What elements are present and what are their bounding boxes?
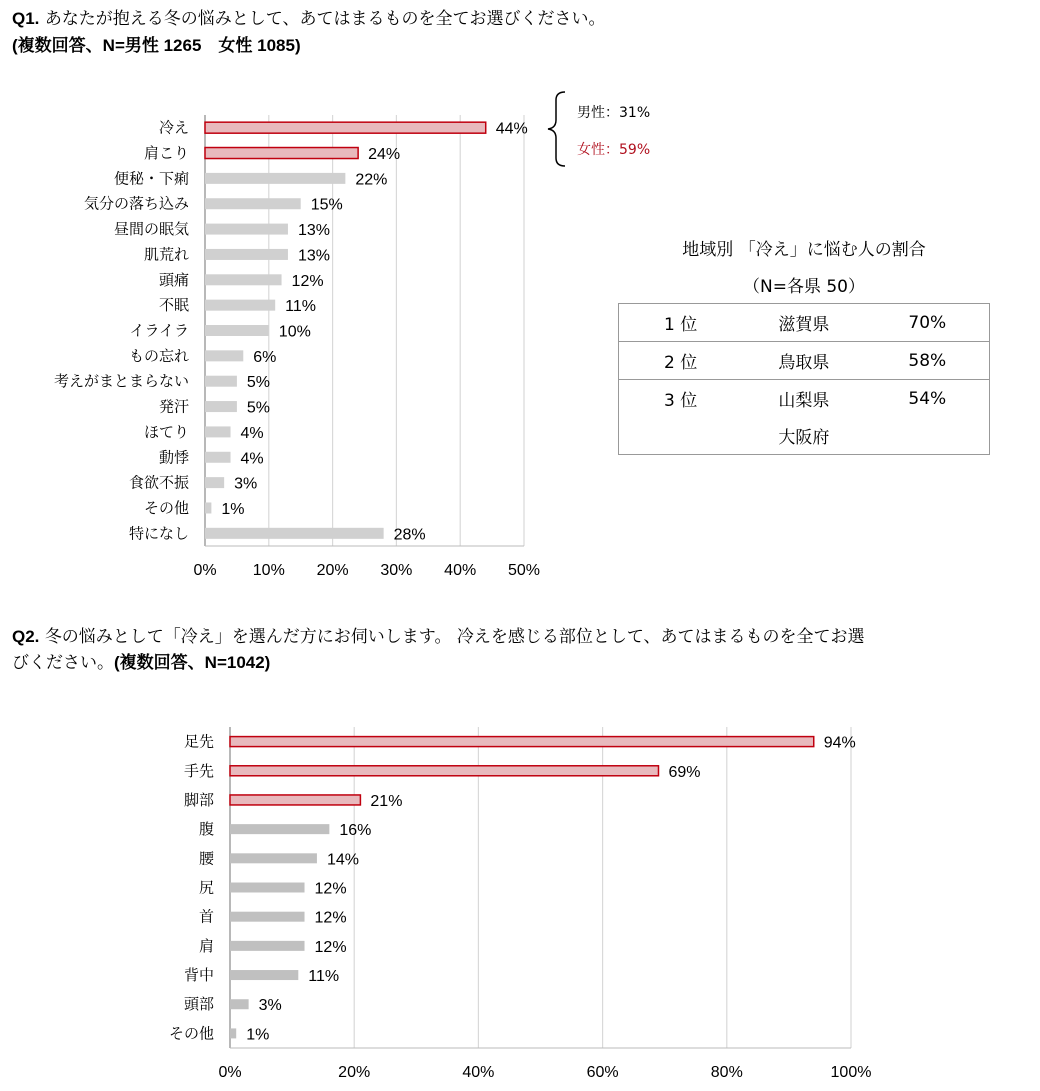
q2-number: Q2. [12,627,40,646]
category-label: 尻 [198,878,214,897]
bar [230,912,305,922]
category-label: 発汗 [158,397,189,416]
bar [205,528,384,539]
q2-question-line2: びください。 [12,653,114,673]
q2-subtitle-text: (複数回答、N=1042) [114,653,271,672]
bar [205,350,243,361]
category-label: 頭痛 [158,270,189,289]
x-tick-label: 80% [710,1064,743,1081]
bar [205,122,486,133]
category-label: 肌荒れ [143,245,189,264]
bar [205,426,231,437]
value-label: 12% [314,909,347,927]
bar [205,376,237,387]
category-label: イライラ [129,321,189,340]
ranking-rank: 2 位 [619,342,743,380]
value-label: 3% [234,475,258,493]
value-label: 14% [326,851,359,869]
q1-subtitle-text: (複数回答、N=男性 1265 女性 1085) [12,36,301,55]
bar [230,970,298,980]
value-label: 11% [308,968,340,986]
value-label: 21% [370,792,403,810]
ranking-pref: 滋賀県 [742,304,865,342]
value-label: 1% [221,500,245,518]
category-label: 気分の落ち込み [83,194,189,213]
bar [205,325,269,336]
value-label: 12% [314,938,347,956]
x-tick-label: 30% [380,562,413,579]
value-label: 3% [258,997,282,1015]
category-label: 手先 [183,761,214,780]
x-tick-label: 40% [462,1064,495,1081]
x-tick-label: 50% [507,562,541,579]
category-label: 首 [198,907,214,926]
category-label: その他 [143,498,189,517]
x-tick-label: 40% [444,562,477,579]
bar [230,853,317,863]
category-label: 背中 [183,966,214,985]
value-label: 16% [339,822,372,840]
value-label: 22% [355,171,388,189]
bar [205,477,224,488]
value-label: 12% [314,880,347,898]
ranking-pref: 山梨県 [742,380,865,418]
q1-question: あなたが抱える冬の悩みとして、あてはまるものを全てお選びください。 [44,9,606,29]
chart-q1 [54,115,540,579]
male-share-label: 男性：31% [577,105,651,121]
bar [230,766,658,776]
value-label: 13% [297,222,330,240]
ranking-pref: 大阪府 [742,417,865,455]
bar [230,999,249,1009]
category-label: 動悸 [158,448,189,467]
bar [230,1028,236,1038]
value-label: 24% [368,146,401,164]
category-label: 肩 [198,936,214,955]
value-label: 28% [393,526,426,544]
ranking-pct: 58% [866,342,990,380]
value-label: 5% [246,374,271,392]
x-tick-label: 10% [252,562,285,579]
value-label: 15% [310,196,343,214]
q1-number: Q1. [12,9,40,28]
value-label: 4% [240,424,264,442]
bar [230,883,305,893]
value-label: 4% [240,450,264,468]
category-label: 不眠 [158,296,189,315]
category-label: 便秘・下痢 [113,169,189,188]
x-tick-label: 20% [338,1064,371,1081]
category-label: 肩こり [143,144,189,163]
x-tick-label: 20% [316,562,349,579]
value-label: 12% [291,272,324,290]
x-tick-label: 100% [830,1064,872,1081]
bar [205,274,282,285]
bar [205,173,345,184]
x-tick-label: 60% [586,1064,619,1081]
value-label: 94% [823,734,856,752]
value-label: 10% [278,323,311,341]
category-label: その他 [168,1024,214,1043]
bar [205,148,358,159]
bar [205,198,301,209]
value-label: 11% [285,298,317,316]
q2-question-line1: 冬の悩みとして「冷え」を選んだ方にお伺いします。 冷えを感じる部位として、あてはまるものを全てお選 [44,627,865,647]
category-label: ほてり [143,422,189,441]
ranking-pct: 54% [866,380,990,418]
category-label: もの忘れ [128,346,189,365]
bar [230,941,305,951]
value-label: 13% [297,247,330,265]
bar [205,224,288,235]
category-label: 食欲不振 [128,473,189,492]
category-label: 冷え [158,118,189,137]
ranking-pref: 鳥取県 [742,342,865,380]
value-label: 69% [668,763,701,781]
value-label: 44% [495,120,528,138]
bar [205,300,275,311]
value-label: 6% [253,348,277,366]
bar [230,737,814,747]
category-label: 昼間の眠気 [113,220,189,239]
x-tick-label: 0% [218,1064,242,1081]
bar [205,401,237,412]
bar [205,452,231,463]
female-share-label: 女性：59% [577,142,651,158]
bar [230,824,329,834]
value-label: 5% [246,399,271,417]
value-label: 1% [246,1026,270,1044]
chart-q2 [169,727,871,1081]
category-label: 腹 [198,820,214,839]
ranking-pct: 70% [866,304,990,342]
x-tick-label: 0% [193,562,217,579]
bar [205,249,288,260]
bar [205,502,211,513]
ranking-rank: 3 位 [619,380,743,418]
category-label: 腰 [198,849,214,868]
category-label: 頭部 [183,995,214,1014]
gender-brace [548,92,565,166]
category-label: 足先 [183,732,214,751]
category-label: 脚部 [183,790,214,809]
ranking-subtitle-text: （N=各県 50） [743,277,865,297]
category-label: 考えがまとまらない [53,372,189,391]
ranking-rank: 1 位 [619,304,743,342]
category-label: 特になし [128,524,189,543]
bar [230,795,360,805]
ranking-title-text: 地域別 「冷え」に悩む人の割合 [682,240,926,260]
